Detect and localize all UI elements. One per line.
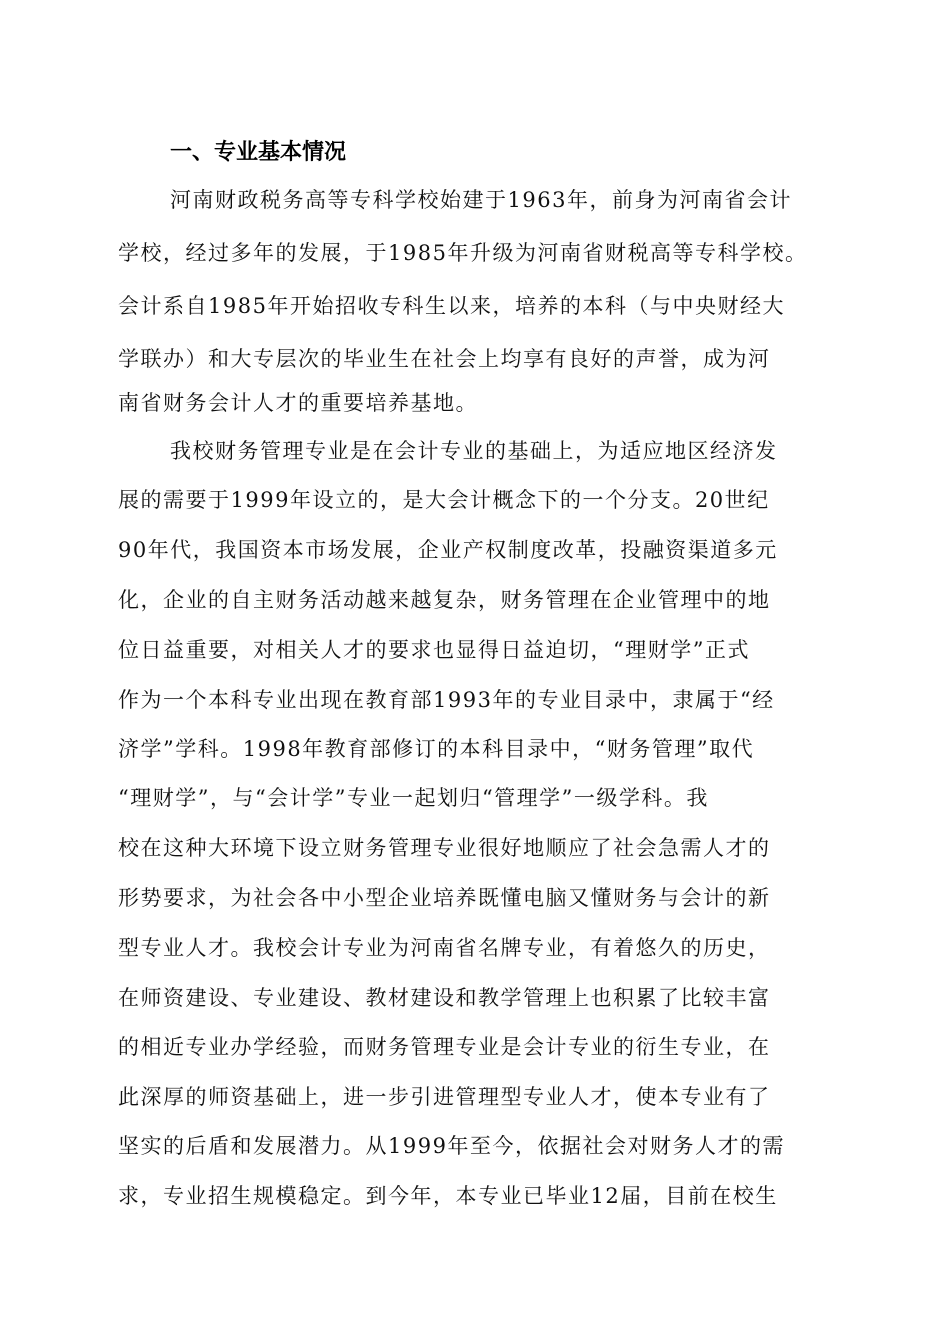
paragraph-line: 求，专业招生规模稳定。到今年，本专业已毕业12届，目前在校生 [118, 1184, 778, 1208]
paragraph-line: 学校，经过多年的发展，于1985年升级为河南省财税高等专科学校。 [118, 241, 808, 265]
paragraph-line: 的相近专业办学经验，而财务管理专业是会计专业的衍生专业，在 [118, 1035, 771, 1059]
paragraph-line: 型专业人才。我校会计专业为河南省名牌专业，有着悠久的历史， [118, 936, 771, 960]
paragraph-line: 90年代，我国资本市场发展，企业产权制度改革，投融资渠道多元 [118, 538, 778, 562]
paragraph-line: 学联办）和大专层次的毕业生在社会上均享有良好的声誉，成为河 [118, 347, 771, 371]
paragraph-line: 位日益重要，对相关人才的要求也显得日益迫切，“理财学”正式 [118, 638, 750, 662]
paragraph-line: 形势要求，为社会各中小型企业培养既懂电脑又懂财务与会计的新 [118, 886, 771, 910]
paragraph-line: 南省财务会计人才的重要培养基地。 [118, 391, 478, 415]
paragraph-line: “理财学”，与“会计学”专业一起划归“管理学”一级学科。我 [118, 786, 709, 810]
paragraph-line: 济学”学科。1998年教育部修订的本科目录中，“财务管理”取代 [118, 737, 755, 761]
paragraph-line: 河南财政税务高等专科学校始建于1963年，前身为河南省会计 [170, 188, 792, 212]
paragraph-line: 会计系自1985年开始招收专科生以来，培养的本科（与中央财经大 [118, 294, 785, 318]
paragraph-line: 作为一个本科专业出现在教育部1993年的专业目录中，隶属于“经 [118, 688, 775, 712]
paragraph-line: 展的需要于1999年设立的，是大会计概念下的一个分支。20世纪 [118, 488, 770, 512]
paragraph-line: 在师资建设、专业建设、教材建设和教学管理上也积累了比较丰富 [118, 986, 771, 1010]
paragraph-line: 此深厚的师资基础上，进一步引进管理型专业人才，使本专业有了 [118, 1085, 771, 1109]
paragraph-line: 坚实的后盾和发展潜力。从1999年至今，依据社会对财务人才的需 [118, 1134, 785, 1158]
paragraph-line: 我校财务管理专业是在会计专业的基础上，为适应地区经济发 [170, 439, 778, 463]
paragraph-line: 校在这种大环境下设立财务管理专业很好地顺应了社会急需人才的 [118, 836, 771, 860]
paragraph-line: 化，企业的自主财务活动越来越复杂，财务管理在企业管理中的地 [118, 588, 771, 612]
section-heading: 一、专业基本情况 [170, 140, 347, 165]
